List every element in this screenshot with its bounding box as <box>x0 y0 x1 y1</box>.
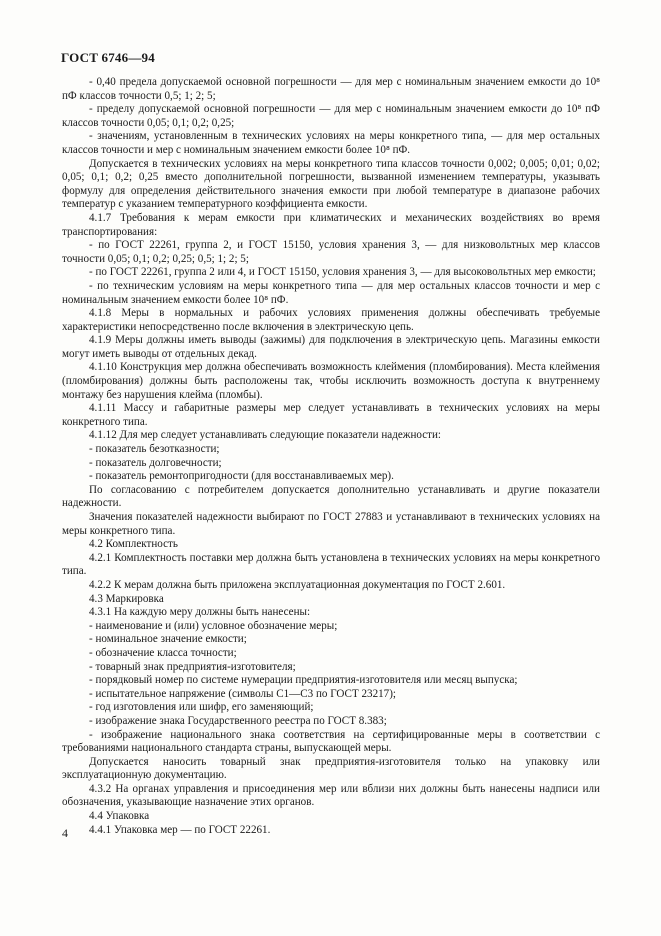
paragraph: - изображение знака Государственного реестра по ГОСТ 8.383; <box>89 714 387 727</box>
document-header: ГОСТ 6746—94 <box>61 50 155 65</box>
section-heading: 4.3 Маркировка <box>89 592 164 605</box>
paragraph: Допускается наносить товарный знак предприятия-изготовителя только на упаковку или эксплуатационную документацию. <box>62 755 600 782</box>
paragraph: 4.1.9 Меры должны иметь выводы (зажимы) для подключения в электрическую цепь. Магазины емкости могут иметь выводы от отдельных декад. <box>62 334 600 360</box>
paragraph: - показатель ремонтопригодности (для восстанавливаемых мер). <box>89 470 394 483</box>
paragraph: - изображение национального знака соответствия на сертифицированные меры в соответствии с требованиями национального стандарта страны, выпускающей меры. <box>62 728 600 755</box>
paragraph: - обозначение класса точности; <box>89 646 237 659</box>
paragraph: 4.1.7 Требования к мерам емкости при климатических и механических воздействиях во время транспортирования: <box>62 211 600 238</box>
paragraph: - по ГОСТ 22261, группа 2, и ГОСТ 15150, условия хранения 3, — для низковольтных мер классов точности 0,05; 0,1; 0,2; 0,25; 0,5; 1; 2; 5; <box>62 239 600 265</box>
paragraph: Допускается в технических условиях на меры конкретного типа классов точности 0,002; 0,005; 0,01; 0,02; 0,05; 0,1; 0,2; 0,25 вместо дополнительной погрешности, вызванной изменением температуры, указывать формулу для определения действительного значения емкости при любой температуре в диапазоне рабочих температур с указанием температурного коэффициента емкости. <box>62 157 600 211</box>
page-number: 4 <box>62 826 68 840</box>
paragraph: - значениям, установленным в технических условиях на меры конкретного типа, — для мер остальных классов точности и мер с номинальным значением емкости более 10⁸ пФ. <box>62 130 600 156</box>
paragraph: 4.1.11 Массу и габаритные размеры мер следует устанавливать в технических условиях на меры конкретного типа. <box>62 402 600 428</box>
section-heading: 4.4 Упаковка <box>89 810 150 823</box>
paragraph: - товарный знак предприятия-изготовителя; <box>89 660 296 673</box>
paragraph: - показатель безотказности; <box>89 443 220 456</box>
paragraph: - номинальное значение емкости; <box>89 633 247 646</box>
paragraph: 4.2.1 Комплектность поставки мер должна быть установлена в технических условиях на меры конкретного типа. <box>62 551 600 578</box>
paragraph: 4.1.12 Для мер следует устанавливать следующие показатели надежности: <box>89 429 441 442</box>
paragraph: 4.1.8 Меры в нормальных и рабочих условиях применения должны обеспечивать требуемые характеристики непосредственно после включения в электрическую цепь. <box>62 307 600 333</box>
paragraph: Значения показателей надежности выбирают по ГОСТ 27883 и устанавливают в технических условиях на меры конкретного типа. <box>62 511 600 537</box>
paragraph: 4.4.1 Упаковка мер — по ГОСТ 22261. <box>89 823 271 836</box>
paragraph: По согласованию с потребителем допускается дополнительно устанавливать и другие показатели надежности. <box>62 483 600 510</box>
paragraph: 4.3.2 На органах управления и присоединения мер или вблизи них должны быть нанесены надписи или обозначения, указывающие назначение этих органов. <box>62 782 600 809</box>
paragraph: 4.1.10 Конструкция мер должна обеспечивать возможность клеймения (пломбирования). Места клеймения (пломбирования) должны быть расположены так, чтобы исключить возможность доступа к внутреннему монтажу без нарушения клейма (пломбы). <box>62 361 600 401</box>
paragraph: - наименование и (или) условное обозначение меры; <box>89 619 338 632</box>
paragraph: - испытательное напряжение (символы С1—С3 по ГОСТ 23217); <box>89 687 397 700</box>
document-body <box>62 76 600 837</box>
paragraph: - показатель долговечности; <box>89 456 222 469</box>
paragraph: 4.2.2 К мерам должна быть приложена эксплуатационная документация по ГОСТ 2.601. <box>89 578 506 591</box>
section-heading: 4.2 Комплектность <box>89 538 178 551</box>
paragraph: - пределу допускаемой основной погрешности — для мер с номинальным значением емкости до 10⁸ пФ классов точности 0,05; 0,1; 0,2; 0,25; <box>62 103 600 129</box>
paragraph: - год изготовления или шифр, его заменяющий; <box>89 701 314 714</box>
paragraph: - порядковый номер по системе нумерации предприятия-изготовителя или месяц выпуска; <box>89 674 518 687</box>
paragraph: - 0,40 предела допускаемой основной погрешности — для мер с номинальным значением емкости до 10⁸ пФ классов точности 0,5; 1; 2; 5; <box>62 76 600 102</box>
paragraph: 4.3.1 На каждую меру должны быть нанесены: <box>89 606 311 619</box>
paragraph: - по ГОСТ 22261, группа 2 или 4, и ГОСТ 15150, условия хранения 3, — для высоковольтных мер емкости; <box>89 266 596 279</box>
paragraph: - по техническим условиям на меры конкретного типа — для мер остальных классов точности и мер с номинальным значением емкости более 10⁸ пФ. <box>62 279 600 306</box>
